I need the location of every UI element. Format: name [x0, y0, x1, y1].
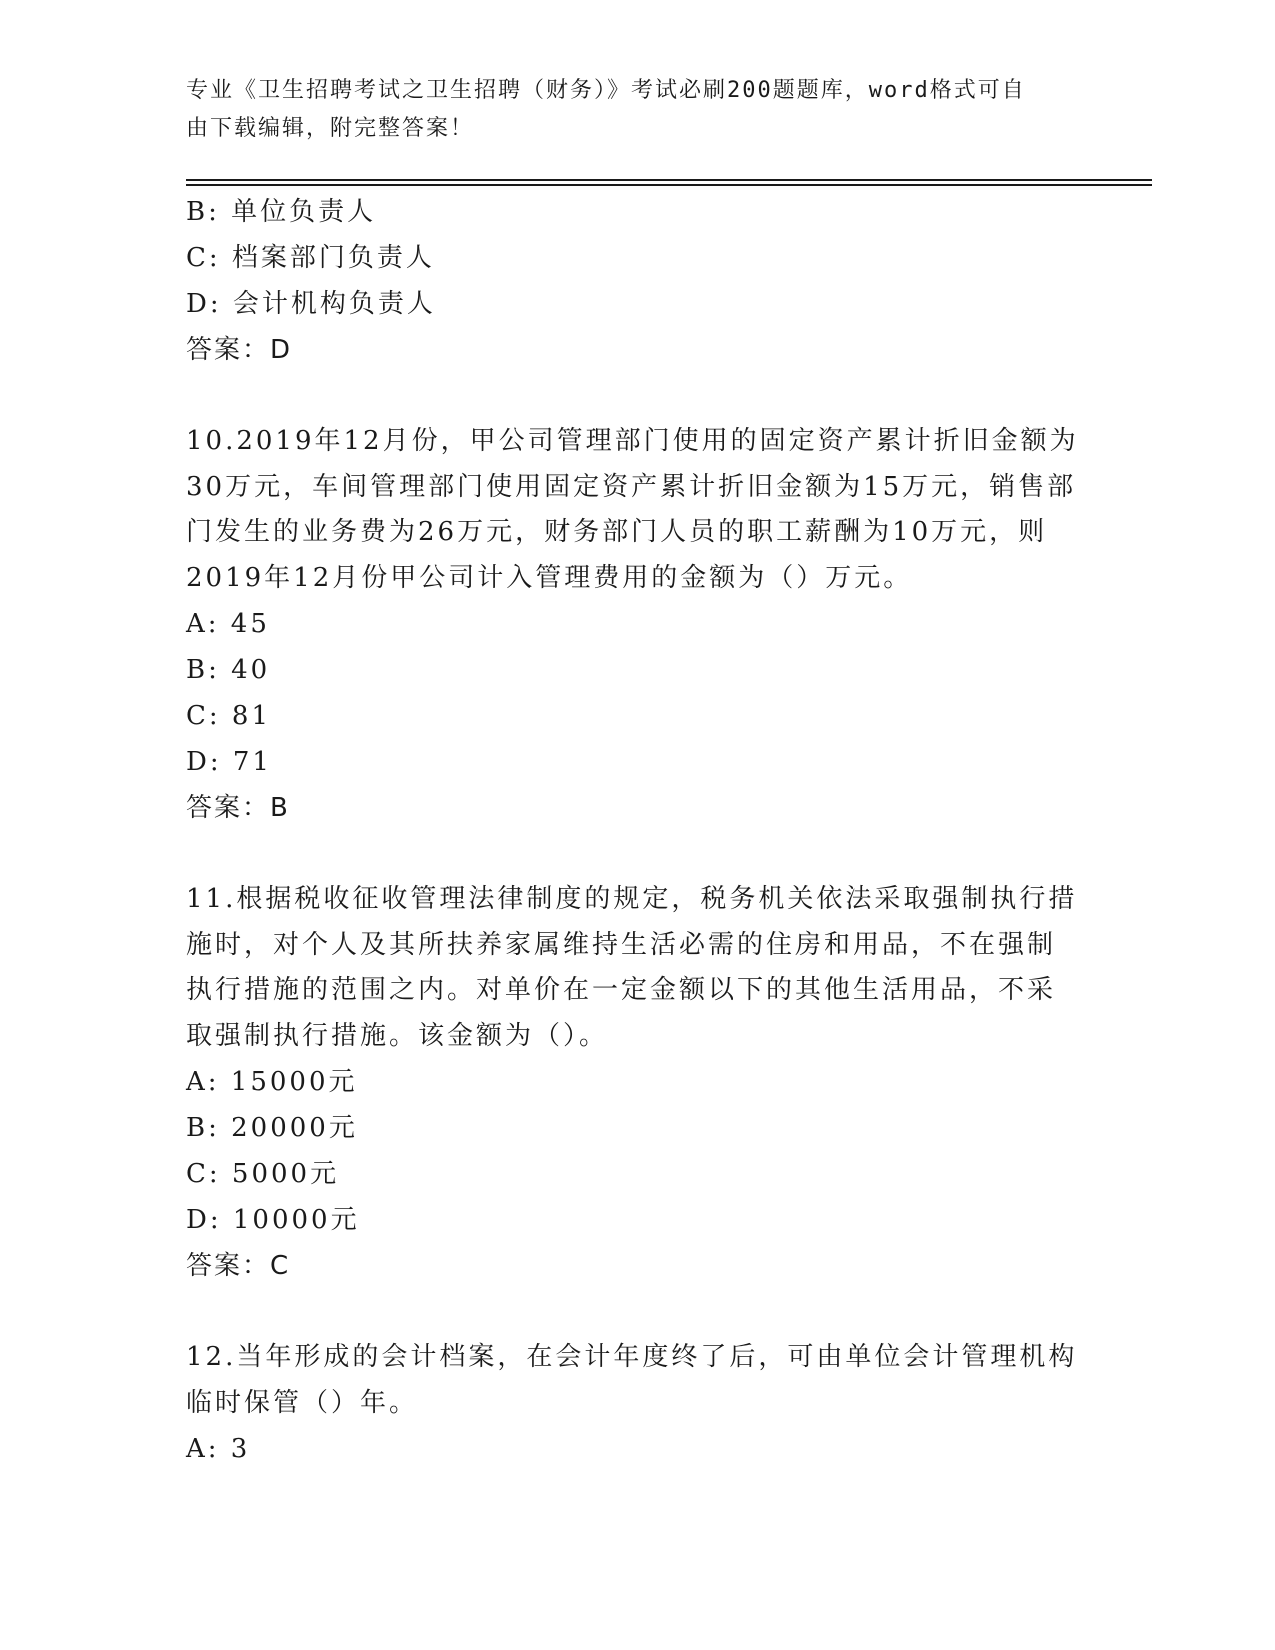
question-stem: [186, 1335, 1086, 1426]
option-b: B: 40: [186, 655, 271, 685]
stem-line: 11.根据税收征收管理法律制度的规定，税务机关依法采取强制执行措: [186, 884, 1078, 914]
spacer: [186, 831, 1086, 877]
stem-line: 执行措施的范围之内。对单价在一定金额以下的其他生活用品，不采: [186, 975, 1057, 1005]
stem-line: 12.当年形成的会计档案，在会计年度终了后，可由单位会计管理机构: [186, 1342, 1078, 1372]
option-b: B: 单位负责人: [186, 197, 377, 227]
stem-line: 30万元，车间管理部门使用固定资产累计折旧金额为15万元，销售部: [186, 471, 1077, 502]
stem-line: 取强制执行措施。该金额为（）。: [186, 1020, 609, 1051]
question-11: [186, 877, 1086, 1289]
option-d: D: 71: [186, 747, 272, 777]
option-d: D: 10000元: [186, 1205, 360, 1235]
question-12: [186, 1335, 1086, 1472]
document-header: [186, 72, 1066, 148]
stem-line: 门发生的业务费为26万元，财务部门人员的职工薪酬为10万元，则: [186, 517, 1048, 547]
option-a: A: 45: [186, 609, 270, 639]
option-b: B: 20000元: [186, 1113, 358, 1143]
option-a: A: 3: [186, 1434, 251, 1464]
answer-line: 答案：B: [186, 793, 290, 823]
answer-line: 答案：D: [186, 335, 293, 365]
stem-line: 2019年12月份甲公司计入管理费用的金额为（）万元。: [186, 562, 913, 593]
question-stem: [186, 419, 1086, 601]
header-line-2: 由下载编辑，附完整答案！: [186, 116, 475, 141]
header-line-1: 专业《卫生招聘考试之卫生招聘（财务）》考试必刷200题题库，word格式可自: [186, 78, 1026, 103]
header-divider-top: [186, 179, 1152, 181]
stem-line: 临时保管（）年。: [186, 1387, 419, 1418]
stem-line: 10.2019年12月份，甲公司管理部门使用的固定资产累计折旧金额为: [186, 426, 1079, 456]
stem-line: 施时，对个人及其所扶养家属维持生活必需的住房和用品，不在强制: [186, 929, 1057, 960]
option-c: C: 5000元: [186, 1159, 340, 1189]
answer-line: 答案：C: [186, 1251, 291, 1281]
option-c: C: 81: [186, 701, 272, 731]
question-10: [186, 419, 1086, 831]
question-stem: [186, 877, 1086, 1059]
option-d: D: 会计机构负责人: [186, 289, 436, 319]
header-divider-bottom: [186, 184, 1152, 186]
previous-question-tail: [186, 189, 1086, 373]
spacer: [186, 373, 1086, 419]
document-body: [186, 189, 1086, 1472]
spacer: [186, 1289, 1086, 1335]
option-c: C: 档案部门负责人: [186, 243, 435, 273]
option-a: A: 15000元: [186, 1067, 358, 1097]
